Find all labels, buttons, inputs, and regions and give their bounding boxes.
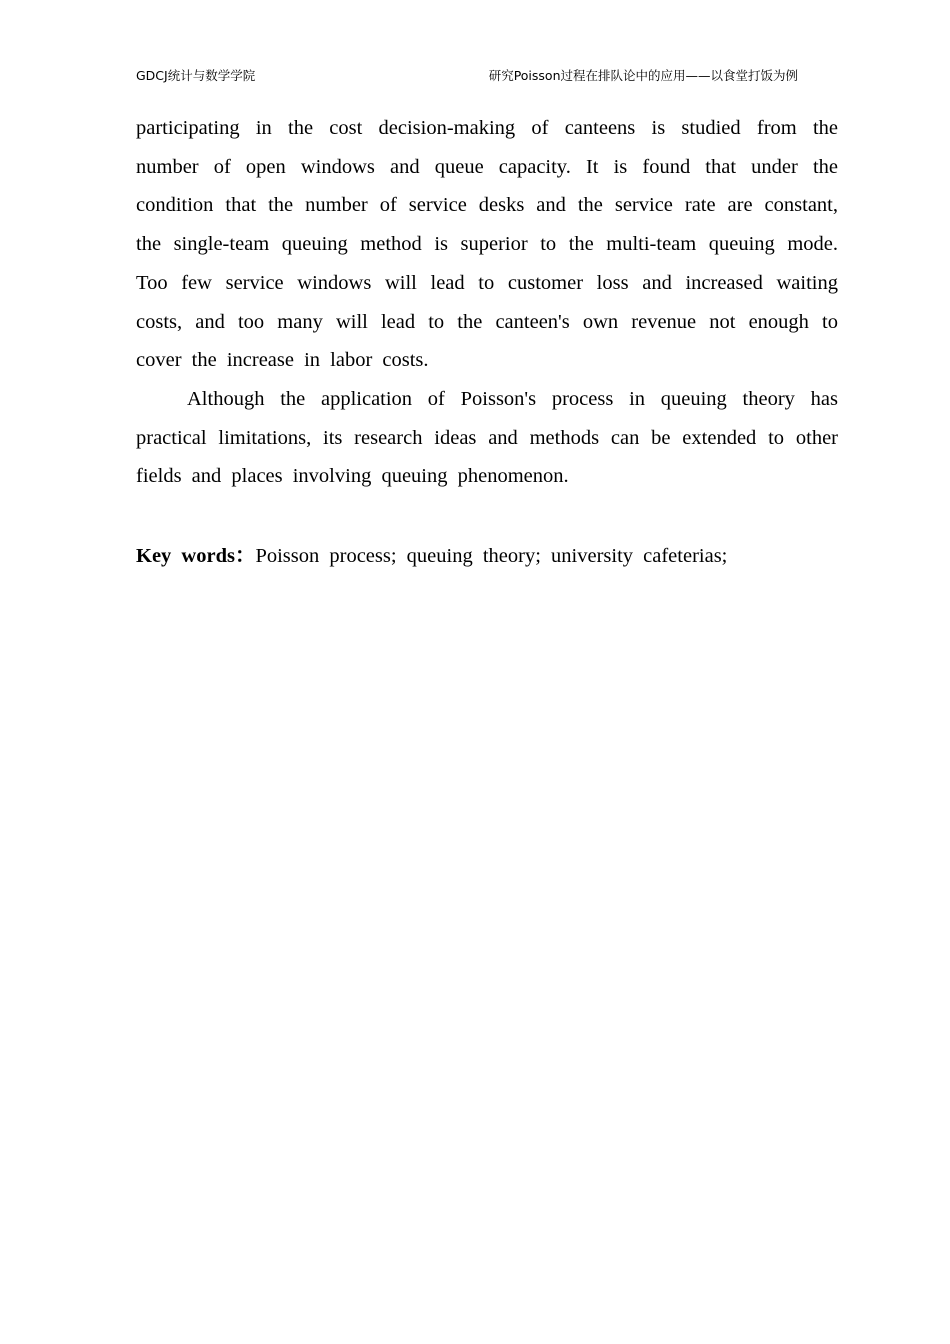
keywords-value: Poisson process; queuing theory; university cafeterias;	[255, 545, 728, 567]
keywords-label: Key words：	[136, 545, 256, 567]
running-header	[136, 66, 798, 86]
header-institution: GDCJ统计与数学学院	[136, 68, 256, 83]
header-paper-title: 研究Poisson过程在排队论中的应用——以食堂打饭为例	[488, 68, 798, 83]
abstract-paragraph: participating in the cost decision-making of canteens is studied from the number of open windows and queue capacity. It is found that under the condition that the number of service desks and the service rate are constant, the single-team queuing method is superior to the multi-team queuing mode. Too few service windows will lead to customer loss and increased waiting costs, and too many will lead to the canteen's own revenue not enough to cover the increase in labor costs.	[136, 117, 838, 372]
abstract-paragraph: Although the application of Poisson's process in queuing theory has practical limitations, its research ideas and methods can be extended to other fields and places involving queuing phenomenon.	[136, 387, 838, 488]
abstract-body	[136, 109, 838, 496]
keywords-line	[136, 537, 838, 576]
